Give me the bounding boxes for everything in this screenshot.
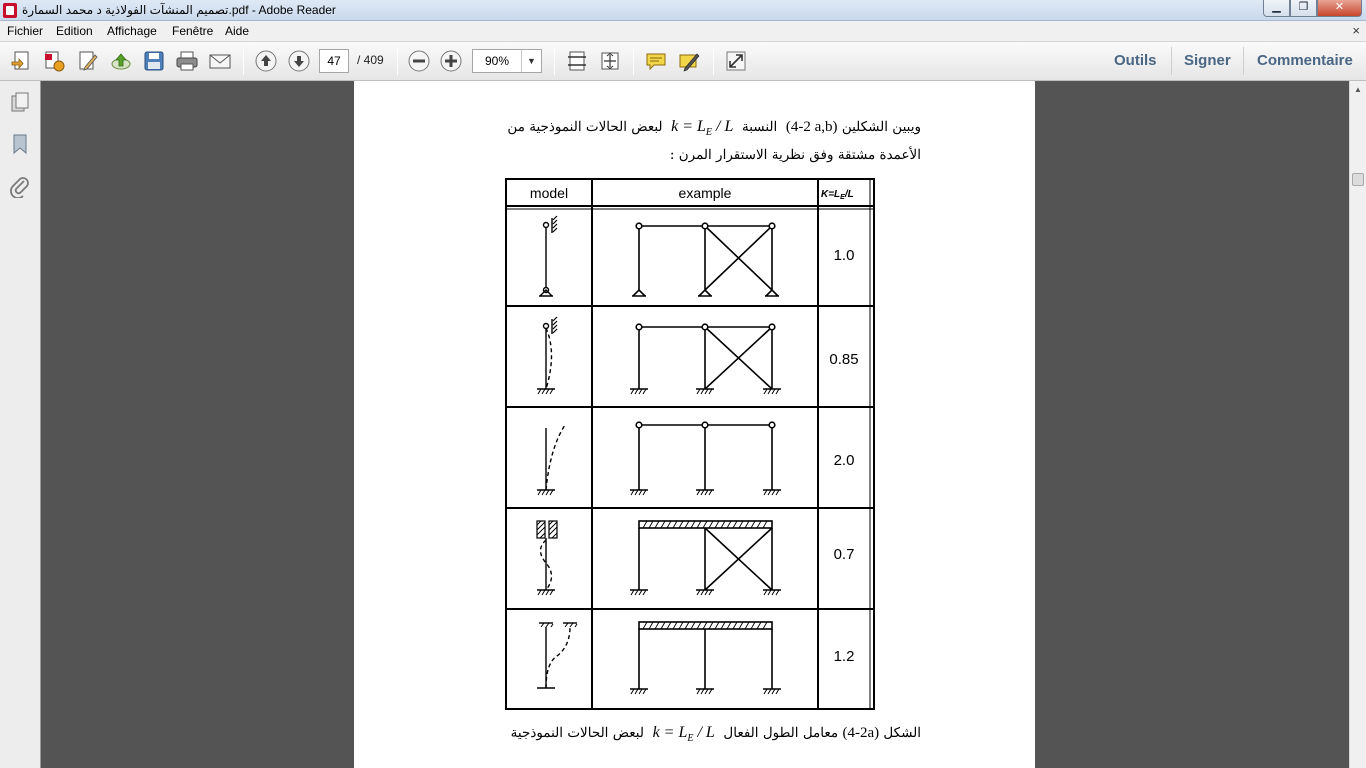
k-value-row-4: 0.7 (833, 546, 855, 563)
model-diagram-5 (537, 623, 577, 688)
fit-width-icon[interactable] (599, 50, 621, 72)
zoom-value: 90% (485, 54, 510, 68)
caption-suffix: لبعض الحالات النموذجية (510, 725, 644, 741)
zoom-out-icon[interactable] (408, 50, 430, 72)
example-diagram-3 (630, 422, 781, 495)
caption-figure-ref: (4-2a) (842, 725, 880, 741)
example-diagram-1 (632, 223, 779, 296)
k-value-row-1: 1.0 (833, 247, 855, 264)
figure-caption (511, 724, 921, 744)
pages-icon[interactable] (9, 91, 31, 113)
intro-prefix: ويبين الشكلين (841, 119, 921, 135)
bookmarks-icon[interactable] (9, 133, 31, 155)
pdf-page (354, 81, 1035, 768)
email-icon[interactable] (209, 50, 231, 72)
k-value-row-2: 0.85 (829, 351, 859, 368)
close-button[interactable]: ✕ (1317, 0, 1362, 17)
highlight-icon[interactable] (678, 50, 700, 72)
intro-line-2: الأعمدة مشتقة وفق نظرية الاستقرار المرن : (669, 147, 921, 163)
intro-formula: $k = L_E / L$ (671, 118, 734, 139)
intro-ratio-word: النسبة (741, 119, 778, 135)
zoom-select[interactable] (472, 49, 542, 73)
toolbar-separator (713, 48, 714, 75)
toolbar-separator (1243, 47, 1244, 75)
example-diagram-2 (630, 324, 781, 394)
minimize-button[interactable]: ▁ (1263, 0, 1290, 17)
effective-length-table (505, 178, 877, 713)
scroll-up-icon[interactable]: ▲ (1354, 85, 1362, 94)
attachments-icon[interactable] (9, 176, 31, 198)
next-page-icon[interactable] (288, 50, 310, 72)
toolbar-separator (554, 48, 555, 75)
title-bar (0, 0, 1366, 21)
model-diagram-3 (537, 425, 565, 495)
model-diagram-4 (537, 521, 557, 595)
intro-figure-ref: (4-2 a,b) (785, 119, 838, 135)
menu-bar (0, 21, 1366, 42)
fit-page-icon[interactable] (566, 50, 588, 72)
zoom-in-icon[interactable] (440, 50, 462, 72)
toolbar-separator (243, 48, 244, 75)
intro-line-1 (507, 118, 921, 138)
document-area[interactable] (41, 81, 1349, 768)
menu-fichier[interactable]: Fichier (7, 24, 44, 38)
create-pdf-icon[interactable] (10, 50, 32, 72)
menu-aide[interactable]: Aide (225, 24, 250, 38)
header-model: model (529, 185, 569, 201)
document-close-icon[interactable]: × (1352, 23, 1360, 38)
example-diagram-4 (630, 521, 781, 595)
fullscreen-icon[interactable] (725, 50, 747, 72)
caption-middle: معامل الطول الفعال (723, 725, 839, 741)
edit-icon[interactable] (77, 50, 99, 72)
adobe-reader-icon (3, 3, 17, 18)
toolbar-separator (633, 48, 634, 75)
print-icon[interactable] (176, 50, 198, 72)
sign-link[interactable]: Signer (1184, 52, 1231, 69)
window-controls (1263, 0, 1362, 18)
intro-suffix: لبعض الحالات النموذجية من (507, 119, 663, 135)
toolbar-separator (397, 48, 398, 75)
tools-link[interactable]: Outils (1114, 52, 1157, 69)
toolbar-separator (1171, 47, 1172, 75)
menu-fenetre[interactable]: Fenêtre (172, 24, 214, 38)
k-value-row-5: 1.2 (833, 648, 855, 665)
comment-icon[interactable] (645, 50, 667, 72)
comment-link[interactable]: Commentaire (1257, 52, 1353, 69)
prev-page-icon[interactable] (255, 50, 277, 72)
header-k: $K=L_E/L$ (821, 189, 854, 201)
k-value-row-3: 2.0 (833, 452, 855, 469)
menu-edition[interactable]: Edition (56, 24, 93, 38)
vertical-scrollbar[interactable] (1349, 81, 1366, 768)
upload-icon[interactable] (110, 50, 132, 72)
toolbar (0, 42, 1366, 81)
page-total-label: / 409 (357, 53, 384, 67)
menu-affichage[interactable]: Affichage (107, 24, 157, 38)
combine-files-icon[interactable] (43, 50, 65, 72)
caption-prefix: الشكل (883, 725, 921, 741)
model-diagram-1 (539, 216, 557, 296)
scroll-thumb[interactable] (1352, 173, 1364, 186)
chevron-down-icon[interactable]: ▼ (521, 50, 541, 72)
caption-formula: $k = L_E / L$ (652, 724, 715, 745)
page-number-input[interactable]: 47 (319, 49, 349, 73)
window-title: تصميم المنشآت الفولاذية د محمد السمارة.pdf - Adobe Reader (22, 3, 336, 17)
example-diagram-5 (630, 622, 781, 694)
maximize-button[interactable]: ❐ (1290, 0, 1317, 17)
save-icon[interactable] (143, 50, 165, 72)
navigation-pane (0, 81, 41, 768)
header-example: example (678, 185, 732, 201)
model-diagram-2 (537, 317, 557, 394)
